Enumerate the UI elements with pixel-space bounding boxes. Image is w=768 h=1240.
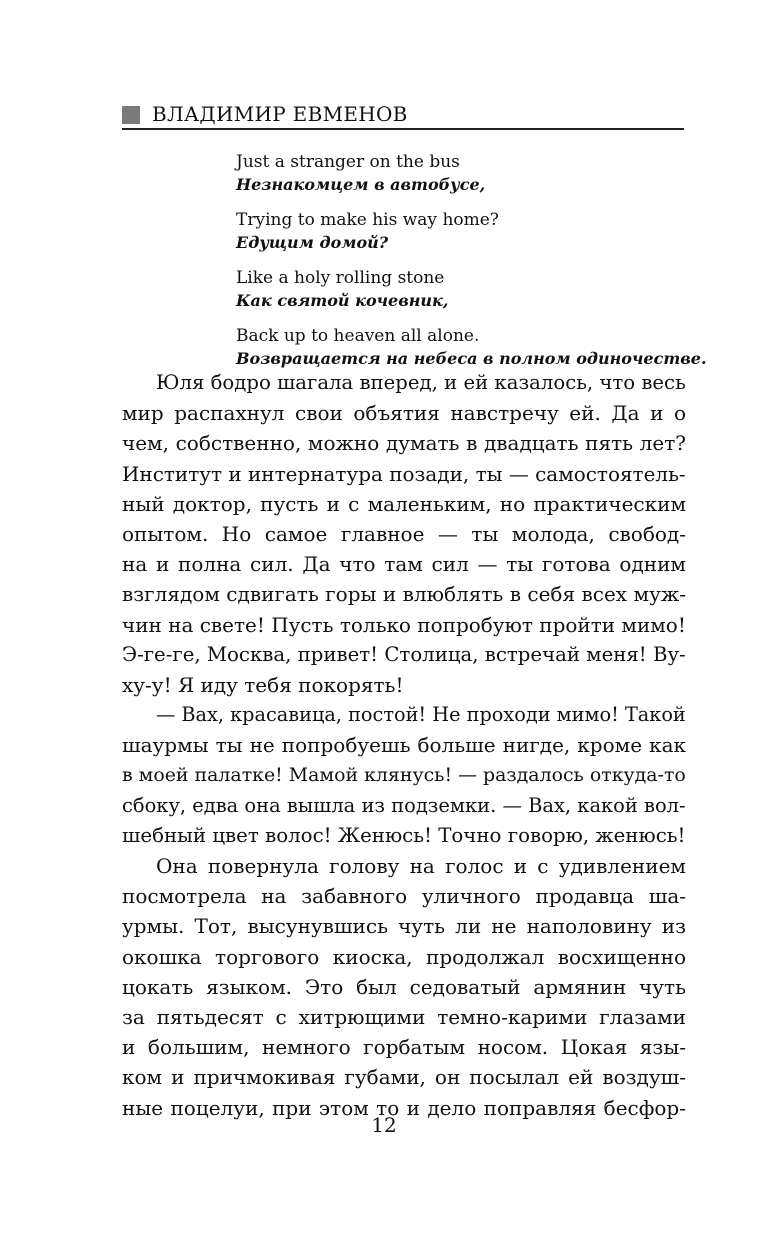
- text-line: на и полна сил. Да что там сил — ты готова одним: [122, 552, 686, 577]
- text-line: опытом. Но самое главное — ты молода, свобод-: [122, 521, 686, 546]
- text-line: ком и причмокивая губами, он посылал ей воздуш-: [122, 1065, 686, 1090]
- text-line: сбоку, едва она вышла из подземки. — Вах, какой вол-: [122, 793, 686, 817]
- epigraph-russian-line: Возвращается на небеса в полном одиночестве.: [236, 349, 707, 368]
- epigraph-english-line: Trying to make his way home?: [236, 210, 499, 230]
- text-line: Она повернула голову на голос и с удивлением: [156, 854, 686, 878]
- text-line: и большим, немного горбатым носом. Цокая язы-: [122, 1035, 686, 1060]
- text-line: чем, собственно, можно думать в двадцать пять лет?: [122, 431, 686, 456]
- epigraph-english-line: Back up to heaven all alone.: [236, 326, 480, 346]
- text-line: посмотрела на забавного уличного продавца ша-: [122, 884, 686, 909]
- epigraph-stanza: [236, 266, 696, 312]
- text-line: шаурмы ты не попробуешь больше нигде, кроме как: [122, 733, 686, 758]
- text-line: ху-у! Я иду тебя покорять!: [122, 672, 404, 697]
- text-line: урмы. Тот, высунувшись чуть ли не наполовину из: [122, 914, 686, 939]
- text-line: цокать языком. Это был седоватый армянин чуть: [122, 974, 686, 999]
- running-header: [122, 100, 684, 130]
- text-line: за пятьдесят с хитрющими темно-карими глазами: [122, 1004, 686, 1029]
- text-line: окошка торгового киоска, продолжал восхищенно: [122, 944, 686, 969]
- text-line: мир распахнул свои объятия навстречу ей. Да и о: [122, 401, 686, 426]
- epigraph-russian-line: Едущим домой?: [236, 233, 389, 252]
- epigraph-russian-line: Незнакомцем в автобусе,: [236, 175, 486, 194]
- text-line: чин на свете! Пусть только попробуют пройти мимо!: [122, 612, 686, 637]
- header-author: ВЛАДИМИР ЕВМЕНОВ: [152, 102, 408, 126]
- page-number: 12: [371, 1113, 397, 1137]
- body-text: [122, 368, 686, 1123]
- text-line: ный доктор, пусть и с маленьким, но практическим: [122, 491, 686, 516]
- epigraph-stanza: [236, 324, 707, 370]
- epigraph-stanza: [236, 208, 696, 254]
- text-line: Юля бодро шагала вперед, и ей казалось, что весь: [156, 371, 686, 394]
- text-line: взглядом сдвигать горы и влюблять в себя всех муж-: [122, 582, 686, 607]
- text-line: шебный цвет волос! Женюсь! Точно говорю, женюсь!: [122, 823, 686, 847]
- text-line: — Вах, красавица, постой! Не проходи мимо! Такой: [156, 703, 686, 727]
- epigraph-english-line: Like a holy rolling stone: [236, 268, 445, 288]
- text-line: Институт и интернатура позади, ты — самостоятель-: [122, 461, 686, 486]
- text-line: ные поцелуи, при этом то и дело поправляя бесфор-: [122, 1095, 686, 1120]
- text-line: Э-ге-ге, Москва, привет! Столица, встречай меня! Ву-: [122, 642, 686, 666]
- epigraph-english-line: Just a stranger on the bus: [236, 152, 460, 172]
- text-line: в моей палатке! Мамой клянусь! — раздалось откуда-то: [122, 764, 686, 787]
- epigraph: [236, 150, 707, 382]
- epigraph-stanza: [236, 150, 696, 196]
- header-square-marker: [122, 106, 140, 124]
- epigraph-russian-line: Как святой кочевник,: [236, 291, 449, 310]
